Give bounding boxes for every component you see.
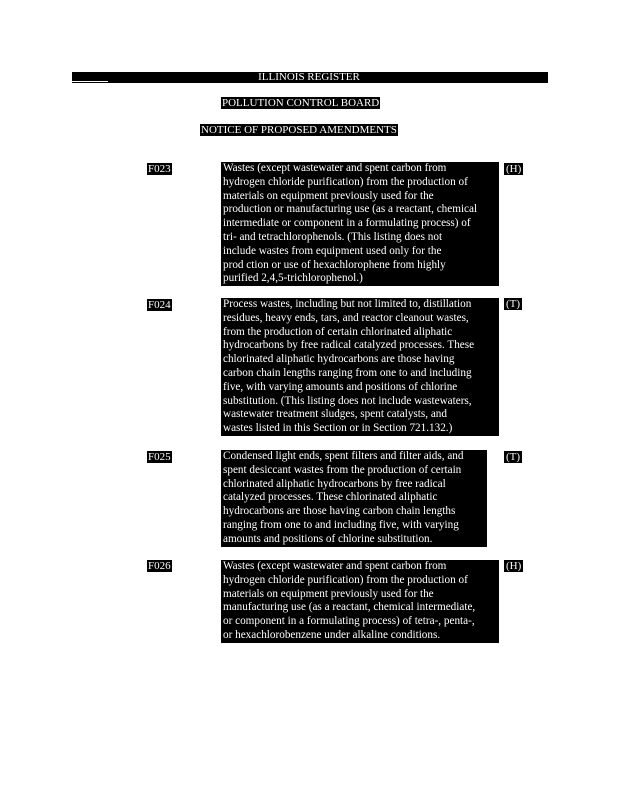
hazard-code: (T) — [506, 451, 521, 463]
description-line: chlorinated aliphatic hydrocarbons are those having — [223, 353, 455, 366]
description-line: residues, heavy ends, tars, and reactor cleanout wastes, — [223, 311, 469, 324]
waste-description — [221, 560, 499, 643]
description-line: include wastes from equipment used only for the — [223, 244, 442, 257]
description-line: or hexachlorobenzene under alkaline conditions. — [223, 628, 441, 641]
waste-description — [221, 162, 499, 286]
description-line: amounts and positions of chlorine substitution. — [223, 532, 433, 545]
description-line: materials on equipment previously used for the — [223, 189, 434, 202]
description-line: chlorinated aliphatic hydrocarbons by free radical — [223, 477, 446, 490]
description-line: manufacturing use (as a reactant, chemical intermediate, — [223, 601, 476, 614]
description-line: carbon chain lengths ranging from one to and including — [223, 366, 472, 379]
waste-code: F024 — [148, 299, 171, 311]
description-line: from the production of certain chlorinated aliphatic — [223, 325, 453, 338]
waste-description — [221, 450, 487, 547]
description-line: wastewater treatment sludges, spent catalysts, and — [223, 408, 447, 421]
board-heading: POLLUTION CONTROL BOARD — [222, 97, 380, 109]
description-line: Process wastes, including but not limited to, distillation — [223, 298, 472, 310]
hazard-code: (H) — [506, 163, 522, 175]
waste-code: F023 — [148, 163, 171, 175]
description-line: purified 2,4,5-trichlorophenol.) — [223, 272, 363, 285]
waste-code: F025 — [148, 451, 171, 463]
description-line: ranging from one to and including five, with varying — [223, 518, 459, 531]
description-line: production or manufacturing use (as a reactant, chemical — [223, 203, 478, 216]
description-line: hydrogen chloride purification) from the production of — [223, 573, 468, 586]
register-title: ILLINOIS REGISTER — [258, 71, 360, 83]
description-line: catalyzed processes. These chlorinated aliphatic — [223, 491, 438, 504]
description-line: Condensed light ends, spent filters and filter aids, and — [223, 450, 464, 462]
notice-heading: NOTICE OF PROPOSED AMENDMENTS — [201, 124, 397, 136]
hazard-code: (T) — [506, 298, 521, 310]
description-line: or component in a formulating process) of tetra-, penta-, — [223, 615, 475, 628]
description-line: prod ction or use of hexachlorophene from highly — [223, 258, 446, 271]
description-line: hydrocarbons are those having carbon chain lengths — [223, 505, 456, 518]
description-line: substitution. (This listing does not include wastewaters, — [223, 394, 472, 407]
waste-code: F026 — [148, 560, 171, 572]
description-line: tri- and tetrachlorophenols. (This listing does not — [223, 230, 443, 243]
hazard-code: (H) — [506, 560, 522, 572]
description-line: wastes listed in this Section or in Section 721.132.) — [223, 422, 453, 435]
description-line: materials on equipment previously used for the — [223, 587, 434, 600]
description-line: hydrogen chloride purification) from the production of — [223, 175, 468, 188]
description-line: hydrocarbons by free radical catalyzed processes. These — [223, 339, 475, 352]
waste-description — [221, 298, 499, 436]
description-line: Wastes (except wastewater and spent carbon from — [223, 560, 447, 572]
description-line: five, with varying amounts and positions of chlorine — [223, 380, 458, 393]
description-line: intermediate or component in a formulating process) of — [223, 217, 471, 230]
description-line: Wastes (except wastewater and spent carbon from — [223, 162, 447, 174]
description-line: spent desiccant wastes from the production of certain — [223, 463, 462, 476]
